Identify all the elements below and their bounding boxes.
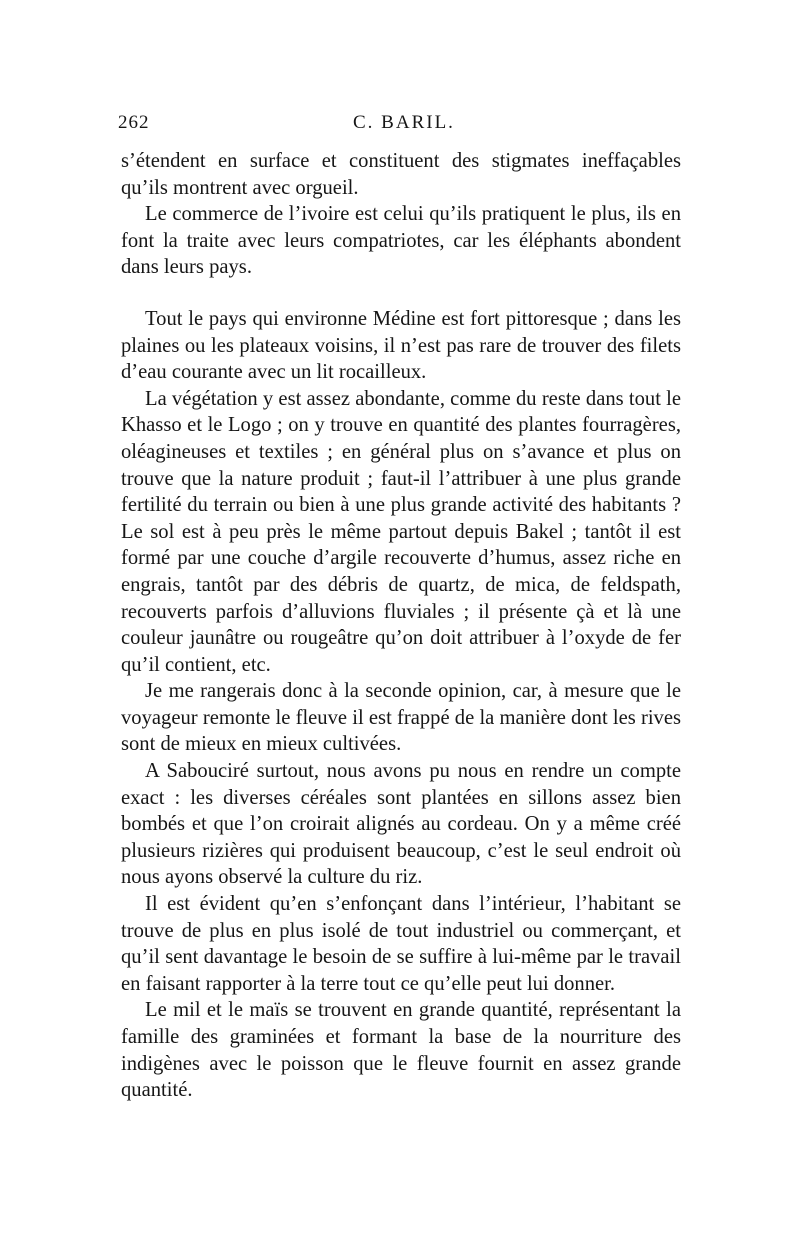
paragraph-5: Je me rangerais donc à la seconde opinion, car, à mesure que le voyageur remonte le fleuve il est frappé de la manière dont les rives sont de mieux en mieux cultivées. xyxy=(121,680,681,756)
paragraph-7: Il est évident qu’en s’enfonçant dans l’intérieur, l’habitant se trouve de plus en plus isolé de tout industriel ou commerçant, et qu’il sent davantage le besoin de se suffire à lui-même par le travail en faisant rapporter à la terre tout ce qu’elle peut lui donner. xyxy=(121,893,681,995)
paragraph-8: Le mil et le maïs se trouvent en grande quantité, représentant la famille des graminées et formant la base de la nourriture des indigènes avec le poisson que le fleuve fournit en assez grande quantité. xyxy=(121,999,681,1102)
paragraph-1: s’étendent en surface et constituent des stigmates ineffaçables qu’ils montrent avec orgueil. xyxy=(121,150,681,199)
page-number: 262 xyxy=(118,112,150,133)
running-head: C. BARIL. xyxy=(353,112,455,133)
paragraph-6: A Sabouciré surtout, nous avons pu nous en rendre un compte exact : les diverses céréales sont plantées en sillons assez bien bombés et que l’on croirait alignés au cordeau. On y a même créé plusieurs rizières qui produisent beaucoup, c’est le seul endroit où nous ayons observé la culture du riz. xyxy=(121,760,681,889)
page-header xyxy=(118,112,680,136)
body-text xyxy=(121,148,681,1104)
paragraph-3: Tout le pays qui environne Médine est fort pittoresque ; dans les plaines ou les plateaux voisins, il n’est pas rare de trouver des filets d’eau courante avec un lit rocailleux. xyxy=(121,307,681,384)
paragraph-2: Le commerce de l’ivoire est celui qu’ils pratiquent le plus, ils en font la traite avec leurs compatriotes, car les éléphants abondent dans leurs pays. xyxy=(121,203,681,279)
paragraph-4: La végétation y est assez abondante, comme du reste dans tout le Khasso et le Logo ; on y trouve en quantité des plantes fourragères, oléagineuses et textiles ; en général plus on s’avance et plus on trouve que la nature produit ; faut-il l’attribuer à une plus grande fertilité du terrain ou bien à une plus grande activité des habitants ? Le sol est à peu près le même partout depuis Bakel ; tantôt il est formé par une couche d’argile recouverte d’humus, assez riche en engrais, tantôt par des débris de quartz, de mica, de feldspath, recouverts parfois d’alluvions fluviales ; il présente çà et là une couleur jaunâtre ou rougeâtre qu’on doit attribuer à l’oxyde de fer qu’il contient, etc. xyxy=(121,387,681,676)
